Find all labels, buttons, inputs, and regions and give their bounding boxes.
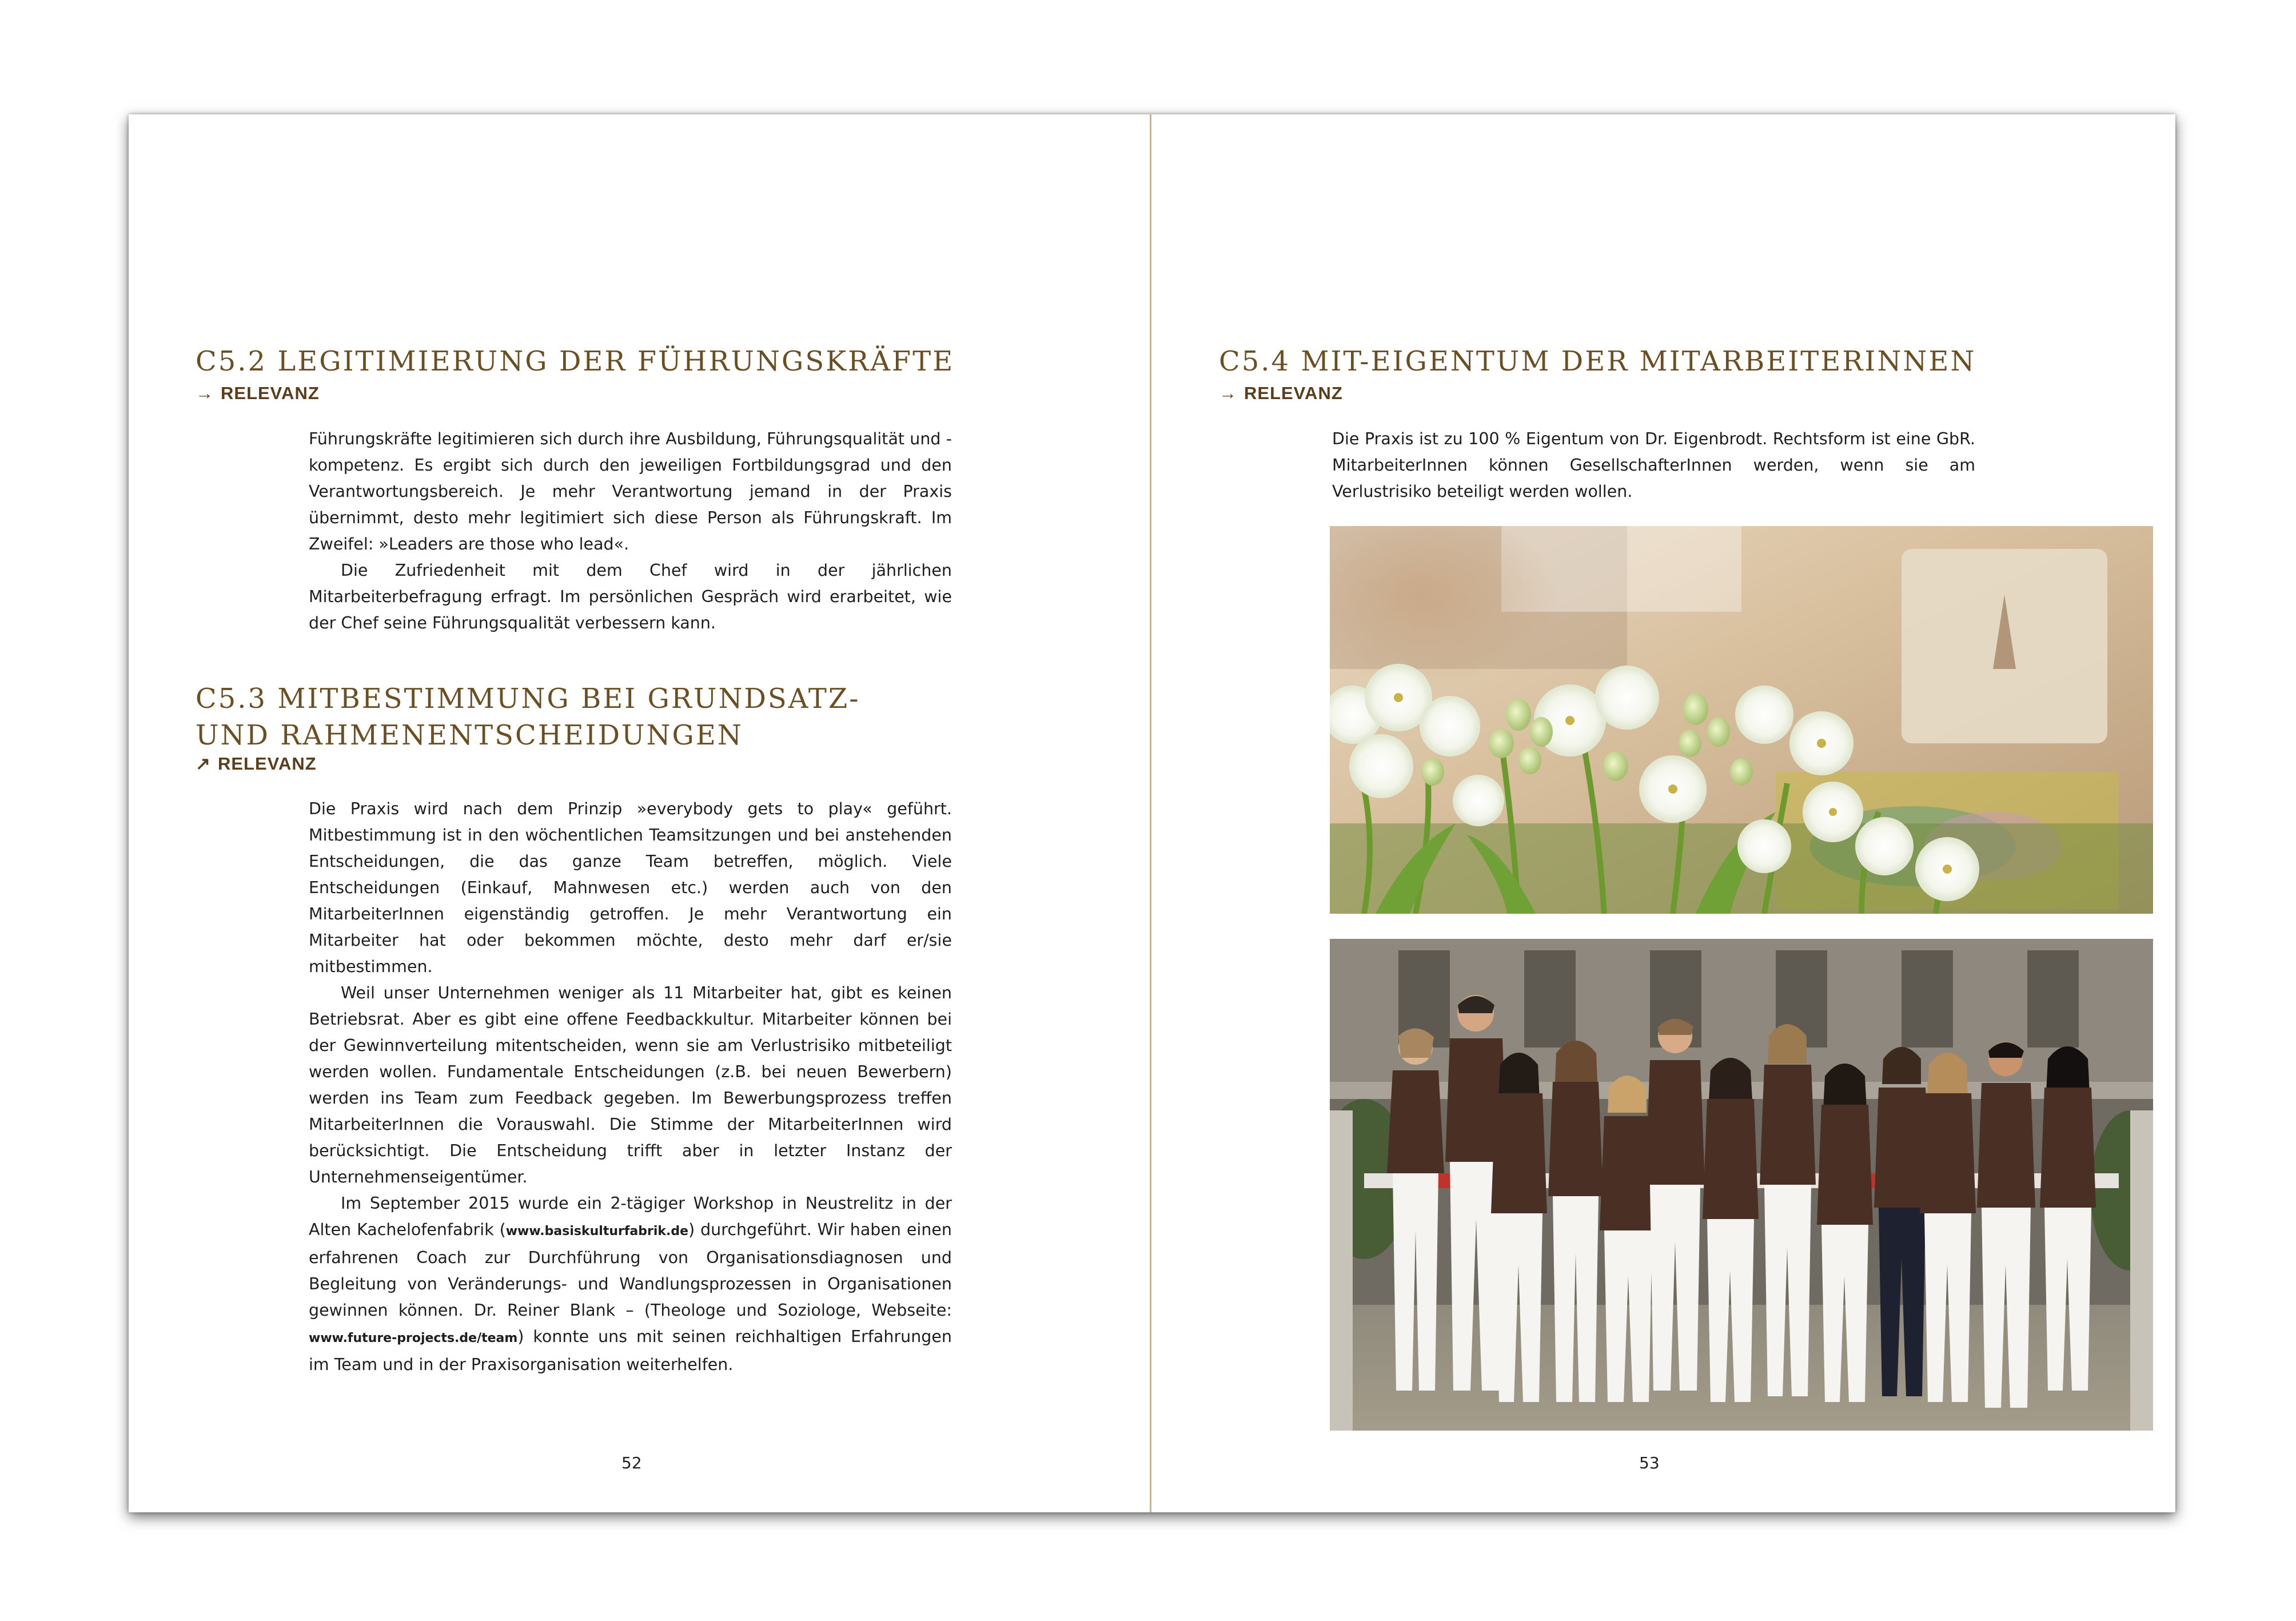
paragraph: Die Praxis wird nach dem Prinzip »everybody gets to play« geführt. Mitbestimmung ist in den wöchentlichen Teamsitzungen und bei anstehenden Entscheidungen, die das ganze Team betreffen, möglich. Viele Entscheidungen (Einkauf, Mahnwesen etc.) werden auch von den MitarbeiterInnen eigenständig getroffen. Je mehr Verantwortung ein Mitarbeiter hat oder bekommen möchte, desto mehr darf er/sie mitbestimmen. <box>309 799 952 976</box>
flowers-photo <box>1330 526 2153 914</box>
arrow-up-right-icon: ↗ <box>196 754 211 774</box>
link-future-projects[interactable]: www.future-projects.de/team <box>309 1331 518 1345</box>
relevance-label: RELEVANZ <box>217 754 317 774</box>
flowers-image <box>1330 526 2153 914</box>
relevance-label: RELEVANZ <box>1244 383 1343 403</box>
text-run: ) durchgeführt. Wir haben einen erfahrenen Coach zur Durchführung von Organisationsdiagnosen und Begleitung von Veränderungs- und Wandlungsprozessen in Organisationen gewinnen können. Dr. Reiner Blank – (Theologe und Soziologe, Webseite: <box>309 1220 952 1320</box>
text-run: Im September 2015 wurde ein 2-tägiger Workshop in Neustrelitz in der Alten Kachelofenfabrik ( <box>309 1194 952 1239</box>
relevance-label: RELEVANZ <box>221 383 320 403</box>
page-number: 53 <box>1639 1453 1660 1472</box>
section-c53-relevance <box>196 754 317 774</box>
section-c54-title: C5.4 MIT-EIGENTUM DER MITARBEITERINNEN <box>1219 345 1976 377</box>
section-c53-title <box>196 680 860 754</box>
section-c54-relevance <box>1219 383 1343 404</box>
section-c53-title-line2: UND RAHMENENTSCHEIDUNGEN <box>196 719 743 751</box>
paragraph <box>309 1190 952 1378</box>
paragraph: Die Zufriedenheit mit dem Chef wird in der jährlichen Mitarbeiterbefragung erfragt. Im persönlichen Gespräch wird erarbeitet, wie der Chef seine Führungsqualität verbessern kann. <box>309 561 952 632</box>
section-c52-body <box>309 426 952 636</box>
left-page <box>129 114 1152 1512</box>
paragraph: Führungskräfte legitimieren sich durch ihre Ausbildung, Führungsqualität und -kompetenz. Es ergibt sich durch den jeweiligen Fortbildungsgrad und den Verantwortungsbereich. Je mehr Verantwortung jemand in der Praxis übernimmt, desto mehr legitimiert sich diese Person als Führungskraft. Im Zweifel: »Leaders are those who lead«. <box>309 429 952 553</box>
section-c54-body <box>1332 426 1975 505</box>
paragraph: Die Praxis ist zu 100 % Eigentum von Dr. Eigenbrodt. Rechtsform ist eine GbR. MitarbeiterInnen können GesellschafterInnen werden, wenn sie am Verlustrisiko beteiligt werden wollen. <box>1332 429 1975 501</box>
arrow-right-icon: → <box>196 383 214 403</box>
section-c52-relevance <box>196 383 320 404</box>
right-page <box>1152 114 2175 1512</box>
link-basiskulturfabrik[interactable]: www.basiskulturfabrik.de <box>505 1224 689 1238</box>
team-image <box>1330 939 2153 1431</box>
team-photo <box>1330 939 2153 1431</box>
text-run: ) konnte uns mit seinen reichhaltigen Erfahrungen im Team und in der Praxisorganisation weiterhelfen. <box>309 1327 952 1374</box>
page-number: 52 <box>621 1453 642 1472</box>
section-c52-title: C5.2 LEGITIMIERUNG DER FÜHRUNGSKRÄFTE <box>196 345 955 377</box>
section-c53-title-line1: C5.3 MITBESTIMMUNG BEI GRUNDSATZ- <box>196 683 860 715</box>
book-spread <box>129 114 2175 1512</box>
gutter-divider <box>1150 114 1151 1512</box>
section-c53-body <box>309 796 952 1378</box>
paragraph: Weil unser Unternehmen weniger als 11 Mitarbeiter hat, gibt es keinen Betriebsrat. Aber es gibt eine offene Feedbackkultur. Mitarbeiter können bei der Gewinnverteilung mitentscheiden, wenn sie am Verlustrisiko mitbeteiligt werden wollen. Fundamentale Entscheidungen (z.B. bei neuen Bewerbern) werden ins Team zum Feedback gegeben. Im Bewerbungsprozess treffen MitarbeiterInnen die Vorauswahl. Die Stimme der MitarbeiterInnen wird berücksichtigt. Die Entscheidung trifft aber in letzter Instanz der Unternehmenseigentümer. <box>309 983 952 1186</box>
arrow-right-icon: → <box>1219 383 1237 403</box>
